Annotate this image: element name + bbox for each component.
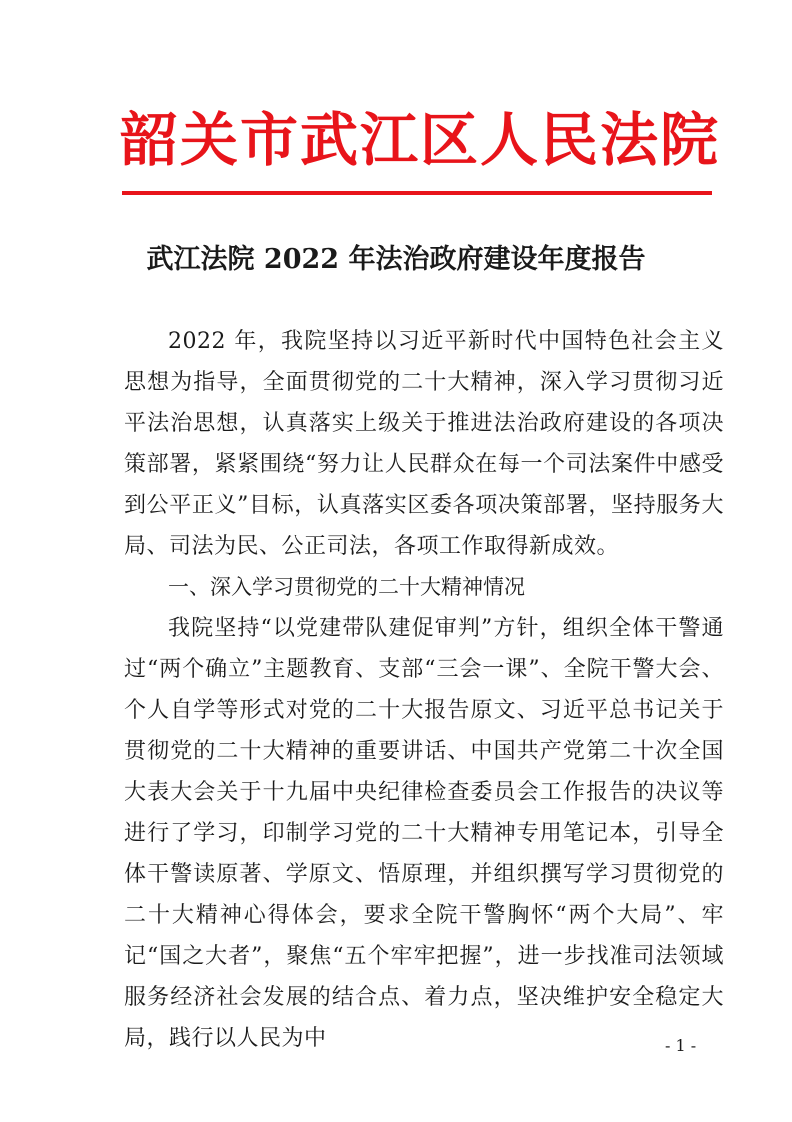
masthead-red-rule	[122, 191, 712, 195]
section-1-paragraph: 我院坚持“以党建带队建促审判”方针，组织全体干警通过“两个确立”主题教育、支部“三会一课”、全院干警大会、个人自学等形式对党的二十大报告原文、习近平总书记关于贯彻党的二十大精神的重要讲话、中国共产党第二十次全国大表大会关于十九届中央纪律检查委员会工作报告的决议等进行了学习，印制学习党的二十大精神专用笔记本，引导全体干警读原著、学原文、悟原理，并组织撰写学习贯彻党的二十大精神心得体会，要求全院干警胸怀“两个大局”、牢记“国之大者”，聚焦“五个牢牢把握”，进一步找准司法领域服务经济社会发展的结合点、着力点，坚决维护安全稳定大局，践行以人民为中	[124, 616, 724, 1051]
masthead	[120, 100, 721, 180]
document-title: 武江法院 2022 年法治政府建设年度报告	[146, 244, 646, 275]
intro-paragraph: 2022 年，我院坚持以习近平新时代中国特色社会主义思想为指导，全面贯彻党的二十大精神，深入学习贯彻习近平法治思想，认真落实上级关于推进法治政府建设的各项决策部署，紧紧围绕“努力让人民群众在每一个司法案件中感受到公平正义”目标，认真落实区委各项决策部署，坚持服务大局、司法为民、公正司法，各项工作取得新成效。	[124, 329, 724, 559]
page-number: - 1 -	[665, 1036, 697, 1055]
masthead-title: 韶关市武江区人民法院	[120, 106, 721, 174]
section-1-heading: 一、深入学习贯彻党的二十大精神情况	[168, 575, 525, 599]
document-body	[124, 321, 724, 1059]
